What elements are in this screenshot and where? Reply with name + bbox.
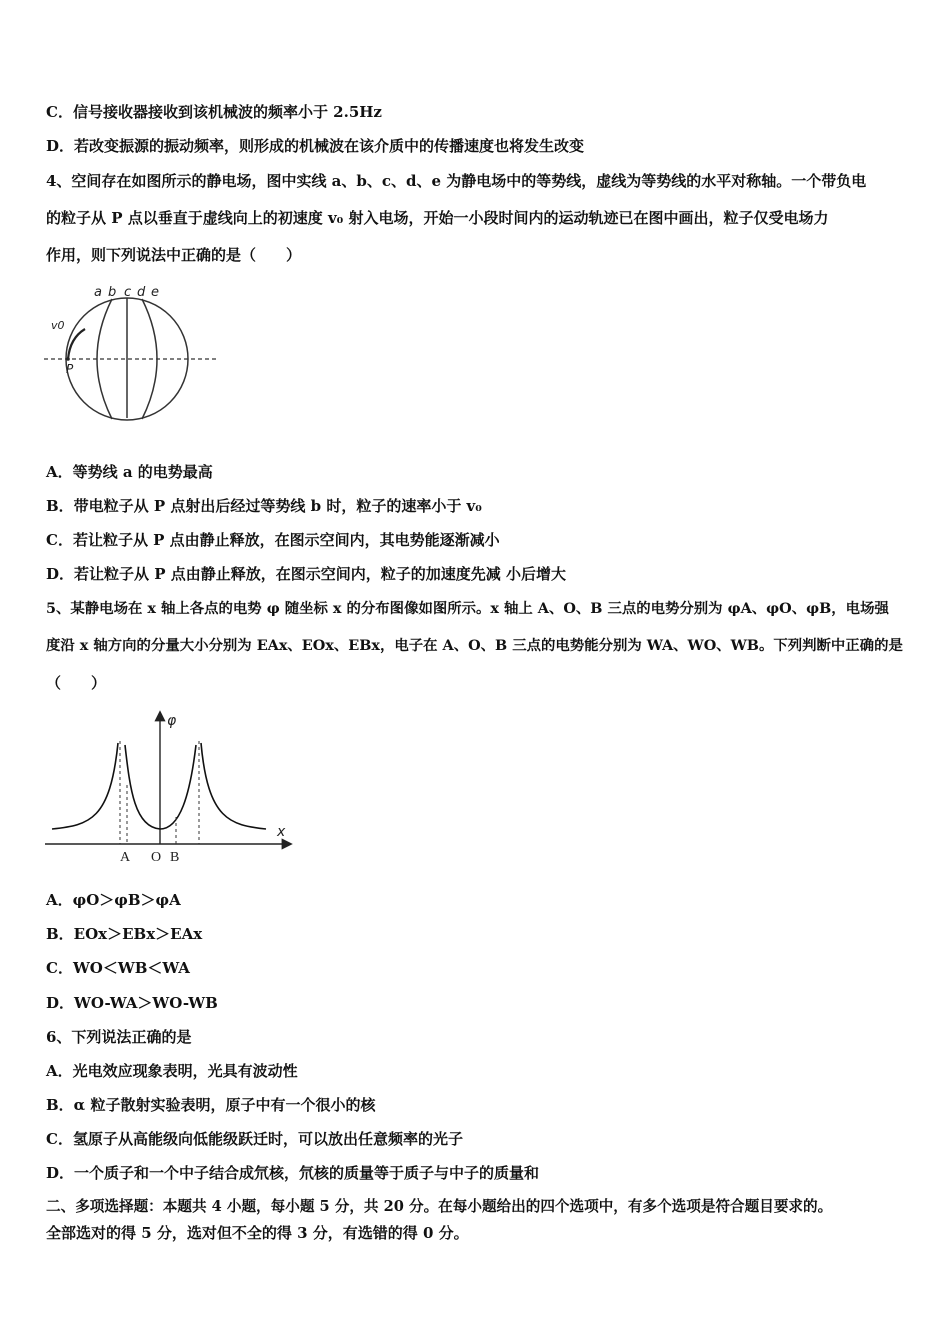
particle-trajectory xyxy=(68,329,85,359)
section2-line2: 全部选对的得 5 分，选对但不全的得 3 分，有选错的得 0 分。 xyxy=(46,1224,469,1242)
q4-stem-line1: 4、空间存在如图所示的静电场，图中实线 a、b、c、d、e 为静电场中的等势线，虚线为等势线的水平对称轴。一个带负电 xyxy=(46,172,867,190)
q4-option-d: D．若让粒子从 P 点由静止释放，在图示空间内，粒子的加速度先减 小后增大 xyxy=(46,565,566,583)
q4-option-b: B．带电粒子从 P 点射出后经过等势线 b 时，粒子的速率小于 v₀ xyxy=(46,497,482,515)
q3-option-d: D．若改变振源的振动频率，则形成的机械波在该介质中的传播速度也将发生改变 xyxy=(46,137,585,155)
q6-option-a: A．光电效应现象表明，光具有波动性 xyxy=(46,1062,298,1080)
q6-option-c: C．氢原子从高能级向低能级跃迁时，可以放出任意频率的光子 xyxy=(46,1130,463,1148)
q5-option-b: B．EOx＞EBx＞EAx xyxy=(46,925,203,943)
q6-stem: 6、下列说法正确的是 xyxy=(46,1028,192,1046)
label-phi: φ xyxy=(167,713,177,729)
label-d: d xyxy=(137,285,146,300)
label-b: b xyxy=(108,285,117,300)
label-p: P xyxy=(66,362,74,376)
label-x: x xyxy=(277,824,286,840)
q5-potential-graph xyxy=(40,705,300,870)
label-point-a: A xyxy=(120,850,131,865)
q6-option-d: D．一个质子和一个中子结合成氘核，氘核的质量等于质子与中子的质量和 xyxy=(46,1164,540,1182)
q5-option-a: A．φO＞φB＞φA xyxy=(46,891,181,909)
q4-option-a: A．等势线 a 的电势最高 xyxy=(46,463,213,481)
label-v0: v0 xyxy=(51,319,65,332)
q4-stem-line3: 作用，则下列说法中正确的是（ ） xyxy=(46,246,302,264)
point-p xyxy=(66,357,70,361)
q5-stem-line1: 5、某静电场在 x 轴上各点的电势 φ 随坐标 x 的分布图像如图所示。x 轴上 A、O、B 三点的电势分别为 φA、φO、φB，电场强 xyxy=(46,600,889,617)
q5-option-c: C．WO＜WB＜WA xyxy=(46,959,190,977)
q5-stem-line3: （ ） xyxy=(46,674,107,692)
label-a: a xyxy=(94,285,102,300)
section2-line1: 二、多项选择题：本题共 4 小题，每小题 5 分，共 20 分。在每小题给出的四个选项中，有多个选项是符合题目要求的。 xyxy=(46,1198,833,1215)
q6-option-b: B．α 粒子散射实验表明，原子中有一个很小的核 xyxy=(46,1096,376,1114)
label-point-b: B xyxy=(170,850,180,865)
potential-curve xyxy=(52,743,266,829)
q3-option-c: C．信号接收器接收到该机械波的频率小于 2.5Hz xyxy=(46,103,382,121)
label-c: c xyxy=(124,285,132,300)
q4-equipotential-figure xyxy=(40,280,230,425)
q4-option-c: C．若让粒子从 P 点由静止释放，在图示空间内，其电势能逐渐减小 xyxy=(46,531,500,549)
q5-option-d: D．WO-WA＞WO-WB xyxy=(46,994,218,1012)
q5-stem-line2: 度沿 x 轴方向的分量大小分别为 EAx、EOx、EBx，电子在 A、O、B 三点的电势能分别为 WA、WO、WB。下列判断中正确的是 xyxy=(46,637,903,654)
label-point-o: O xyxy=(151,850,162,865)
q4-stem-line2: 的粒子从 P 点以垂直于虚线向上的初速度 v₀ 射入电场，开始一小段时间内的运动轨迹已在图中画出，粒子仅受电场力 xyxy=(46,209,829,227)
label-e: e xyxy=(151,285,159,300)
